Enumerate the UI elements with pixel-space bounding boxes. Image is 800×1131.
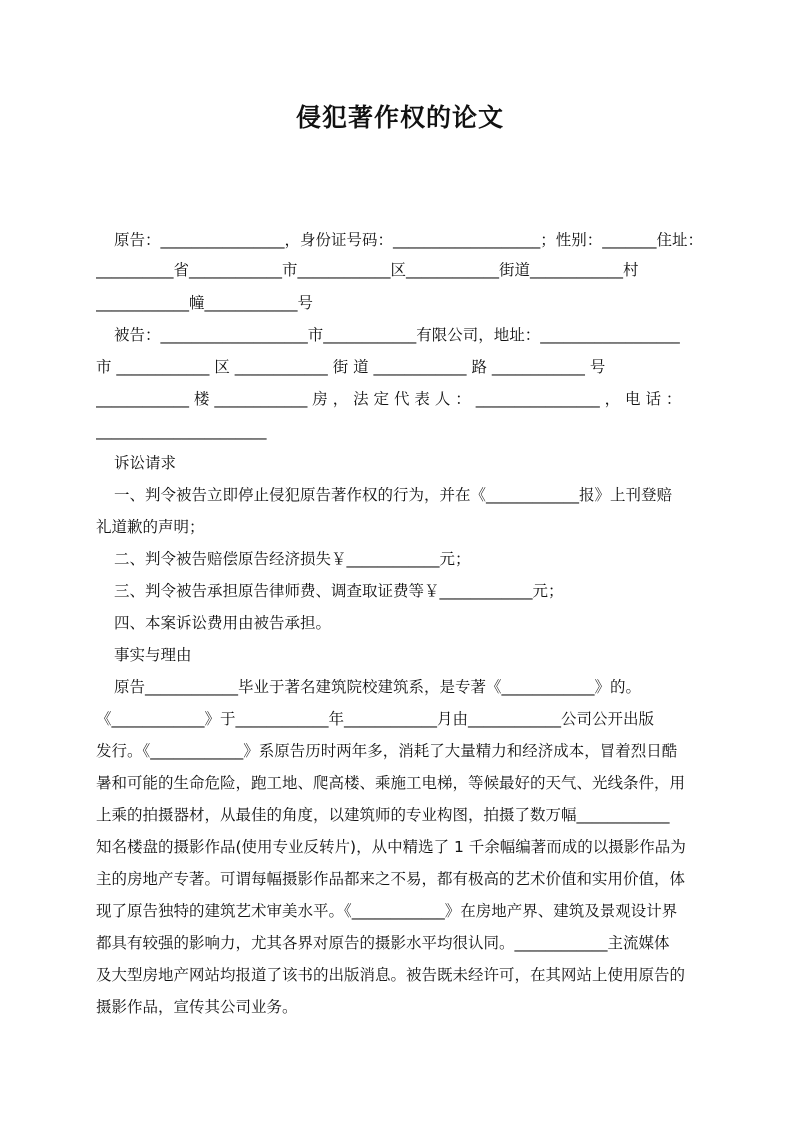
- defendant-line-3: ____________ 楼 ____________ 房 ， 法 定 代 表 人 ： ________________ ， 电 话 ：: [96, 390, 682, 408]
- facts-line-1: 原告____________毕业于著名建筑院校建筑系，是专著《____________》的。: [114, 678, 642, 696]
- plaintiff-line-2: __________省____________市____________区____________街道____________村: [96, 261, 639, 279]
- plaintiff-line-3: ____________幢____________号: [96, 294, 314, 312]
- facts-line-8: 现了原告独特的建筑艺术审美水平。《____________》在房地产界、建筑及景观设计界: [96, 902, 678, 920]
- plaintiff-line-1: 原告：________________，身份证号码：___________________；性别：_______住址：: [114, 231, 704, 249]
- facts-line-4: 暑和可能的生命危险，跑工地、爬高楼、乘施工电梯，等候最好的天气、光线条件，用: [96, 774, 686, 792]
- document-title: 侵犯著作权的论文: [295, 103, 504, 132]
- claim-3: 三、判令被告承担原告律师费、调查取证费等￥____________元；: [114, 582, 564, 600]
- facts-line-11: 摄影作品，宣传其公司业务。: [96, 998, 298, 1016]
- section-heading-claims: 诉讼请求: [114, 454, 177, 472]
- facts-line-2: 《____________》于____________年____________月由____________公司公开出版: [96, 710, 655, 728]
- facts-line-3: 发行。《____________》系原告历时两年多，消耗了大量精力和经济成本，冒着烈日酷: [96, 742, 678, 760]
- claim-1-line-1: 一、判令被告立即停止侵犯原告著作权的行为，并在《____________报》上刊登赔: [114, 486, 673, 504]
- section-heading-facts: 事实与理由: [114, 646, 192, 664]
- facts-line-6: 知名楼盘的摄影作品(使用专业反转片)，从中精选了 1 千余幅编著而成的以摄影作品为: [96, 838, 686, 856]
- defendant-line-2: 市 ____________ 区 ____________ 街 道 ____________ 路 ____________ 号: [96, 358, 606, 376]
- facts-line-10: 及大型房地产网站均报道了该书的出版消息。被告既未经许可，在其网站上使用原告的: [96, 966, 686, 984]
- facts-line-5: 上乘的拍摄器材，从最佳的角度，以建筑师的专业构图，拍摄了数万幅____________: [96, 806, 670, 824]
- facts-line-7: 主的房地产专著。可谓每幅摄影作品都来之不易，都有极高的艺术价值和实用价值，体: [96, 870, 686, 888]
- defendant-line-1: 被告：___________________市____________有限公司，地址：__________________: [114, 326, 680, 344]
- claim-4: 四、本案诉讼费用由被告承担。: [114, 614, 332, 632]
- claim-2: 二、判令被告赔偿原告经济损失￥____________元；: [114, 550, 471, 568]
- defendant-line-4: ______________________: [96, 422, 267, 440]
- claim-1-line-2: 礼道歉的声明；: [96, 518, 205, 536]
- facts-line-9: 都具有较强的影响力，尤其各界对原告的摄影水平均很认同。____________主流媒体: [96, 934, 670, 952]
